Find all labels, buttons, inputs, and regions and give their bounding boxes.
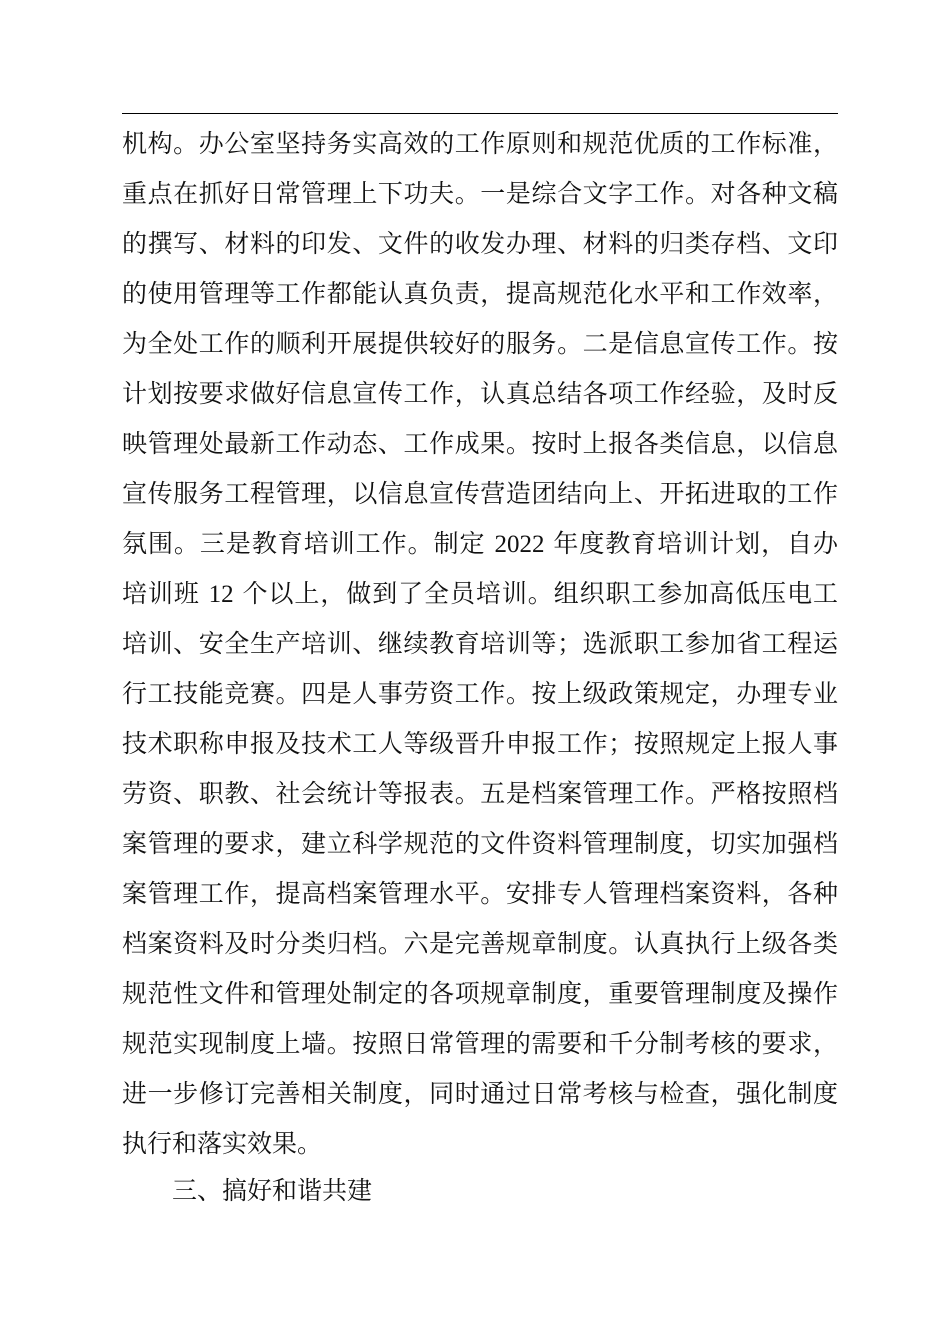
text-line: 培训、安全生产培训、继续教育培训等；选派职工参加省工程运 [122, 629, 838, 658]
text-line: 为全处工作的顺利开展提供较好的服务。二是信息宣传工作。按 [122, 329, 838, 358]
text-line: 档案资料及时分类归档。六是完善规章制度。认真执行上级各类 [122, 929, 838, 958]
section-heading: 三、搞好和谐共建 [172, 1176, 373, 1205]
text-line: 机构。办公室坚持务实高效的工作原则和规范优质的工作标准， [122, 129, 838, 158]
text-line: 案管理工作，提高档案管理水平。安排专人管理档案资料，各种 [122, 879, 838, 908]
text-line: 行工技能竞赛。四是人事劳资工作。按上级政策规定，办理专业 [122, 679, 838, 708]
text-line: 执行和落实效果。 [122, 1129, 323, 1158]
text-line: 的使用管理等工作都能认真负责，提高规范化水平和工作效率， [122, 279, 838, 308]
text-line: 计划按要求做好信息宣传工作，认真总结各项工作经验，及时反 [122, 379, 838, 408]
number-text: 2022 [494, 531, 545, 558]
text-line: 劳资、职教、社会统计等报表。五是档案管理工作。严格按照档 [122, 779, 838, 808]
text-line: 宣传服务工程管理，以信息宣传营造团结向上、开拓进取的工作 [122, 479, 838, 508]
body-paragraph [122, 119, 838, 1169]
text-line: 培训班 12 个以上，做到了全员培训。组织职工参加高低压电工 [122, 579, 838, 608]
text-line: 规范性文件和管理处制定的各项规章制度，重要管理制度及操作 [122, 979, 838, 1008]
text-line: 重点在抓好日常管理上下功夫。一是综合文字工作。对各种文稿 [122, 179, 838, 208]
text-line: 映管理处最新工作动态、工作成果。按时上报各类信息，以信息 [122, 429, 838, 458]
text-line: 技术职称申报及技术工人等级晋升申报工作；按照规定上报人事 [122, 729, 838, 758]
text-line: 氛围。三是教育培训工作。制定 2022 年度教育培训计划，自办 [122, 529, 839, 558]
text-line: 的撰写、材料的印发、文件的收发办理、材料的归类存档、文印 [122, 229, 838, 258]
number-text: 12 [208, 581, 234, 608]
header-rule [122, 113, 838, 114]
text-line: 案管理的要求，建立科学规范的文件资料管理制度，切实加强档 [122, 829, 838, 858]
text-line: 规范实现制度上墙。按照日常管理的需要和千分制考核的要求， [122, 1029, 838, 1058]
text-line: 进一步修订完善相关制度，同时通过日常考核与检查，强化制度 [122, 1079, 838, 1108]
